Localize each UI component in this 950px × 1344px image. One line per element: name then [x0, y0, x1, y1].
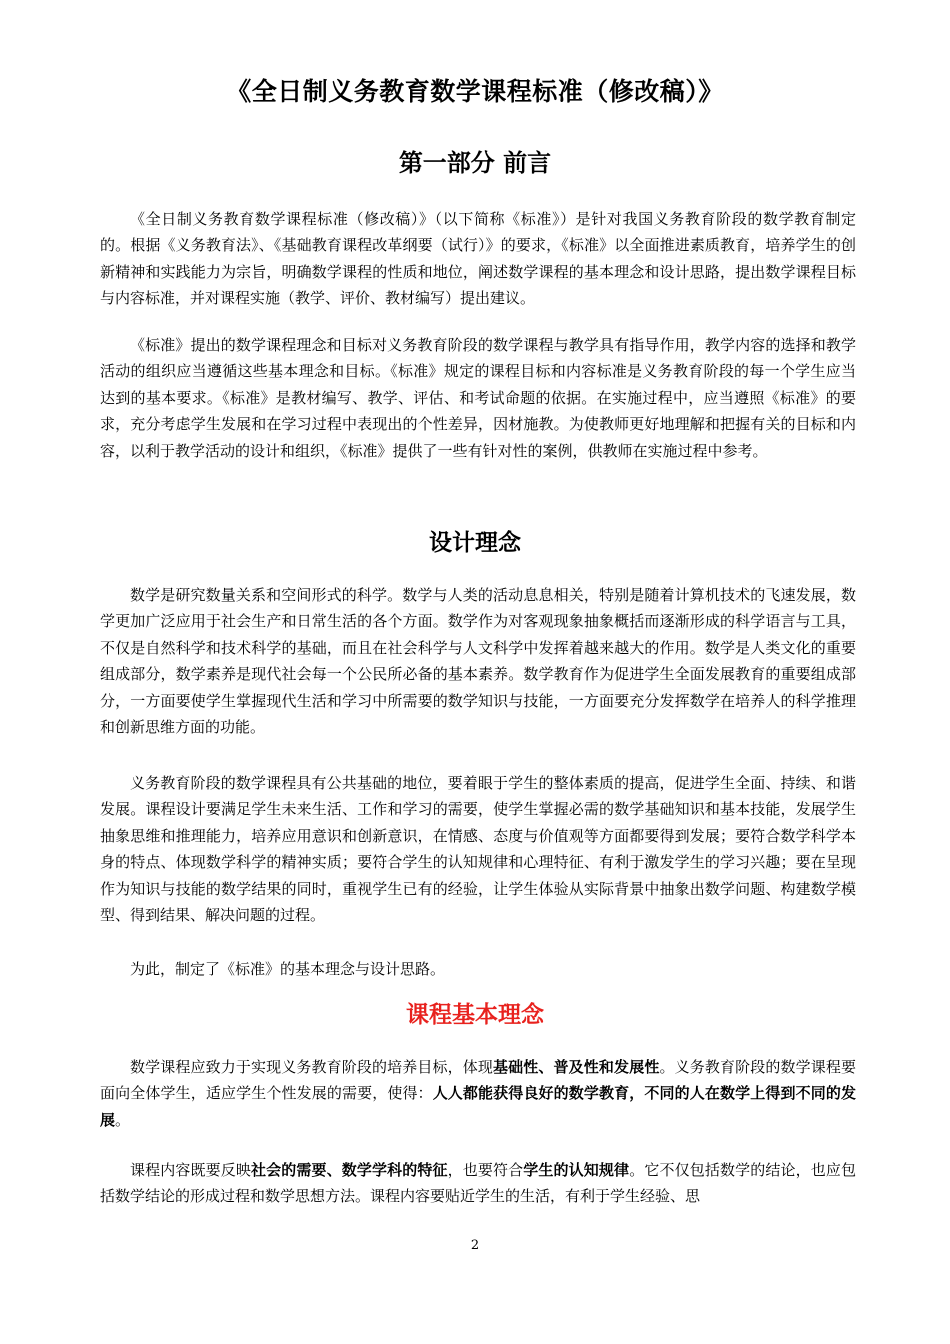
emphasis-text: 人人都能获得良好的数学教育，不同的人在数学上得到不同的发展 [100, 1084, 856, 1129]
design-paragraph-3: 为此，制定了《标准》的基本理念与设计思路。 [130, 960, 446, 978]
emphasis-text: 基础性、普及性和发展性 [493, 1058, 660, 1076]
paragraph-text: 课程内容既要反映 [130, 1161, 252, 1179]
paragraph-text: 。义务教育阶段的数学课程要面向全体学生，适应学生个性发展的需要，使得： [100, 1058, 856, 1103]
paragraph-text: 数学课程应致力于实现义务教育阶段的培养目标，体现 [130, 1058, 494, 1076]
preface-paragraph-1: 《全日制义务教育数学课程标准（修改稿）》（以下简称《标准》）是针对我国义务教育阶段的数学教育制定的。根据《义务教育法》、《基础教育课程改革纲要（试行）》的要求，《标准》以全面推进素质教育，培养学生的创新精神和实践能力为宗旨，明确数学课程的性质和地位，阐述数学课程的基本理念和设计思路，提出数学课程目标与内容标准，并对课程实施（教学、评价、教材编写）提出建议。 [100, 210, 856, 308]
paragraph-text: 。 [115, 1110, 131, 1129]
design-paragraph-1: 数学是研究数量关系和空间形式的科学。数学与人类的活动息息相关，特别是随着计算机技术的飞速发展，数学更加广泛应用于社会生产和日常生活的各个方面。数学作为对客观现象抽象概括而逐渐形成的科学语言与工具，不仅是自然科学和技术科学的基础，而且在社会科学与人文科学中发挥着越来越大的作用。数学是人类文化的重要组成部分，数学素养是现代社会每一个公民所必备的基本素养。数学教育作为促进学生全面发展教育的重要组成部分，一方面要使学生掌握现代生活和学习中所需要的数学知识与技能，一方面要充分发挥数学在培养人的科学推理和创新思维方面的功能。 [100, 586, 856, 737]
basic-concepts-paragraph-2 [100, 1157, 856, 1213]
document-title: 《全日制义务教育数学课程标准（修改稿）》 [226, 77, 724, 106]
section-heading-basic-concepts: 课程基本理念 [406, 1001, 544, 1028]
basic-concepts-paragraph-1 [100, 1054, 856, 1133]
page-number: 2 [470, 1238, 480, 1253]
section-heading-design-concept: 设计理念 [429, 529, 521, 556]
paragraph-text: ，也要符合 [447, 1161, 524, 1179]
preface-paragraph-2: 《标准》提出的数学课程理念和目标对义务教育阶段的数学课程与教学具有指导作用，教学内容的选择和教学活动的组织应当遵循这些基本理念和目标。《标准》规定的课程目标和内容标准是义务教育阶段的每一个学生应当达到的基本要求。《标准》是教材编写、教学、评估、和考试命题的依据。在实施过程中，应当遵照《标准》的要求，充分考虑学生发展和在学习过程中表现出的个性差异，因材施教。为使教师更好地理解和把握有关的目标和内容，以利于教学活动的设计和组织，《标准》提供了一些有针对性的案例，供教师在实施过程中参考。 [100, 336, 856, 460]
design-paragraph-2: 义务教育阶段的数学课程具有公共基础的地位，要着眼于学生的整体素质的提高，促进学生全面、持续、和谐发展。课程设计要满足学生未来生活、工作和学习的需要，使学生掌握必需的数学基础知识和基本技能，发展学生抽象思维和推理能力，培养应用意识和创新意识，在情感、态度与价值观等方面都要得到发展；要符合数学科学本身的特点、体现数学科学的精神实质；要符合学生的认知规律和心理特征、有利于激发学生的学习兴趣；要在呈现作为知识与技能的数学结果的同时，重视学生已有的经验，让学生体验从实际背景中抽象出数学问题、构建数学模型、得到结果、解决问题的过程。 [100, 774, 856, 925]
emphasis-text: 社会的需要、数学学科的特征 [251, 1161, 448, 1179]
emphasis-text: 学生的认知规律 [523, 1161, 630, 1179]
section-heading-preface: 第一部分 前言 [398, 148, 552, 177]
paragraph-text: 。它不仅包括数学的结论，也应包括数学结论的形成过程和数学思想方法。课程内容要贴近学生的生活，有利于学生经验、思 [100, 1161, 856, 1206]
